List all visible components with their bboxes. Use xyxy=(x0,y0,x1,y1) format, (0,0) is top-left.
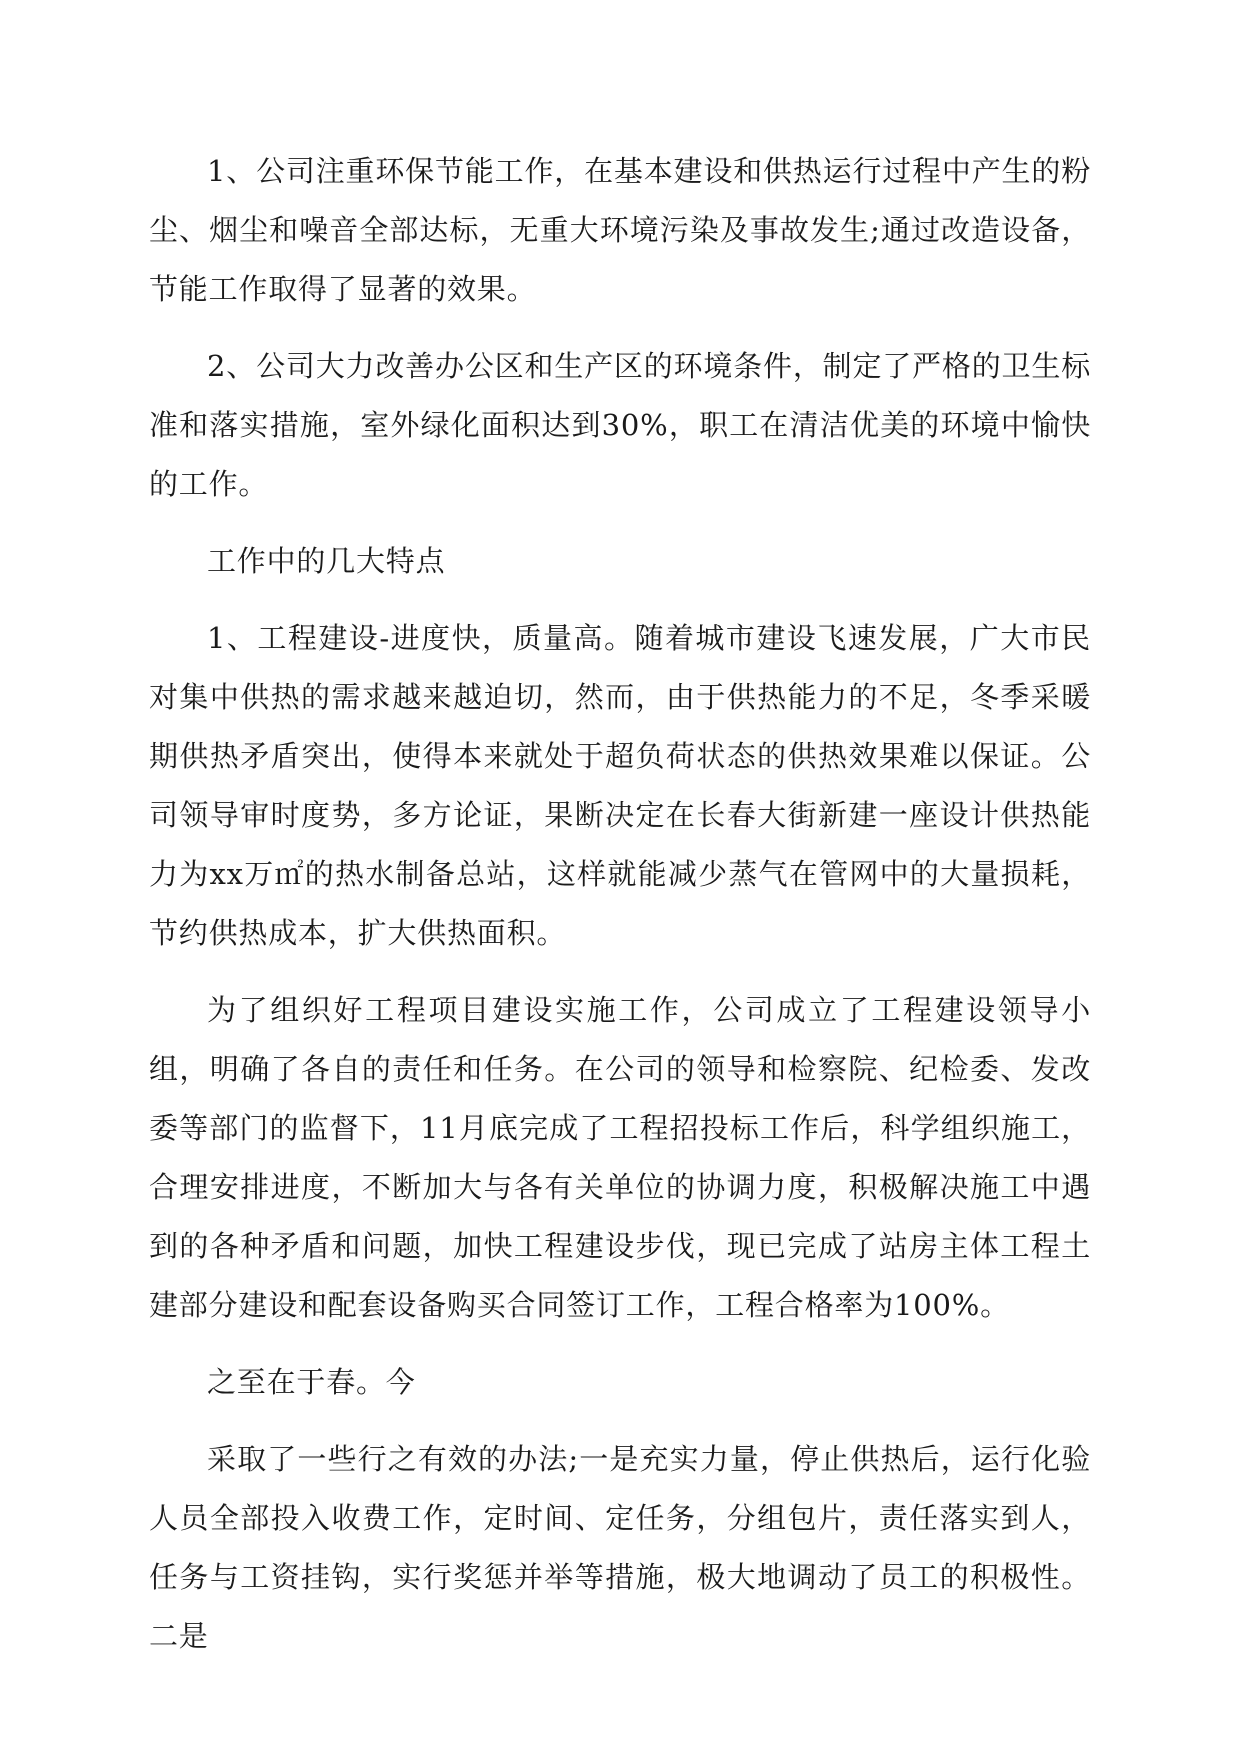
paragraph-measures: 采取了一些行之有效的办法;一是充实力量，停止供热后，运行化验人员全部投入收费工作，定时间、定任务，分组包片，责任落实到人，任务与工资挂钩，实行奖惩并举等措施，极大地调动了员工的积极性。二是 xyxy=(149,1442,1091,1653)
document-body xyxy=(149,142,1091,1684)
paragraph-construction-progress: 1、工程建设-进度快，质量高。随着城市建设飞速发展，广大市民对集中供热的需求越来越迫切，然而，由于供热能力的不足，冬季采暖期供热矛盾突出，使得本来就处于超负荷状态的供热效果难以保证。公司领导审时度势，多方论证，果断决定在长春大街新建一座设计供热能力为xx万㎡的热水制备总站，这样就能减少蒸气在管网中的大量损耗，节约供热成本，扩大供热面积。 xyxy=(149,621,1091,950)
paragraph-spring-fragment: 之至在于春。今 xyxy=(207,1365,416,1399)
paragraph-office-environment: 2、公司大力改善办公区和生产区的环境条件，制定了严格的卫生标准和落实措施，室外绿化面积达到30%，职工在清洁优美的环境中愉快的工作。 xyxy=(149,349,1091,501)
paragraph-environment-energy: 1、公司注重环保节能工作，在基本建设和供热运行过程中产生的粉尘、烟尘和噪音全部达标，无重大环境污染及事故发生;通过改造设备，节能工作取得了显著的效果。 xyxy=(149,154,1091,306)
section-heading-features: 工作中的几大特点 xyxy=(207,544,446,578)
paragraph-project-organization: 为了组织好工程项目建设实施工作，公司成立了工程建设领导小组，明确了各自的责任和任务。在公司的领导和检察院、纪检委、发改委等部门的监督下，11月底完成了工程招投标工作后，科学组织施工，合理安排进度，不断加大与各有关单位的协调力度，积极解决施工中遇到的各种矛盾和问题，加快工程建设步伐，现已完成了站房主体工程土建部分建设和配套设备购买合同签订工作，工程合格率为100%。 xyxy=(149,993,1091,1322)
